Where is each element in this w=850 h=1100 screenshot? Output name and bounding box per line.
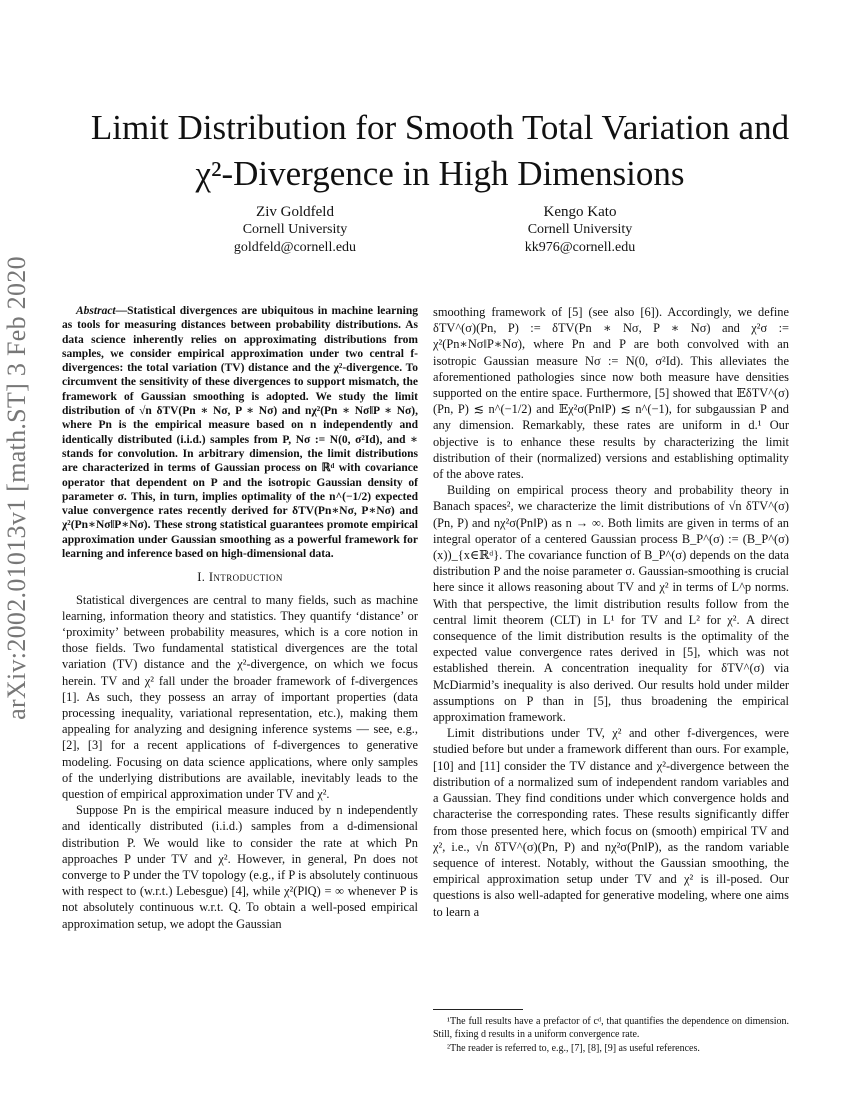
section-heading [62, 569, 418, 585]
abstract-lead: Abstract— [76, 305, 128, 317]
arxiv-identifier: arXiv:2002.01013v1 [math.ST] 3 Feb 2020 [2, 256, 31, 720]
author-block-1 [165, 203, 425, 257]
author-email: kk976@cornell.edu [524, 240, 636, 255]
author-block-2 [450, 203, 710, 257]
body-paragraph: smoothing framework of [5] (see also [6]). Accordingly, we define δTV^(σ)(Pn, P) := δTV(Pn ∗ Nσ, P ∗ Nσ) and χ²σ := χ²(Pn∗Nσ‖P∗Nσ), where Pn and P are both convolved with an isotropic Gaussian measure Nσ := N(0, σ²Id). This alleviates the aforementioned pathologies since now both measure have densities supported on the entire space. Furthermore, [5] showed that 𝔼δTV^(σ)(Pn, P) ≲ n^(−1/2) and 𝔼χ²σ(Pn‖P) ≲ n^(−1), for subgaussian P and any dimension. Remarkably, these rates are uniform in d.¹ Our objective is to enhance these results by characterizing the limit distribution of their (normalized) versions and establishing optimality of the above rates. [433, 305, 789, 482]
body-paragraph: Limit distributions under TV, χ² and other f-divergences, were studied before but under a framework different than ours. For example, [10] and [11] consider the TV distance and χ²-divergence between the distribution of a normalized sum of independent random variables and a Gaussian. They find conditions under which convergence holds and characterise the corresponding rates. These results significantly differ from those presented here, which focus on (smooth) empirical TV and χ², i.e., √n δTV^(σ)(Pn, P) and nχ²σ(Pn‖P), as the random variable sequence of interest. Notably, without the Gaussian smoothing, the empirical approximation setup under TV and χ² is ill-posed. Our questions is also well-adapted for generative modeling, where one aims to learn a [433, 726, 789, 919]
intro-paragraph: Suppose Pn is the empirical measure induced by n independently and identically distributed (i.i.d.) samples from a d-dimensional distribution P. We would like to consider the rate at which Pn approaches P under TV and χ². However, in general, Pn does not converge to P under the TV topology (e.g., if P is absolutely continuous with respect to (w.r.t.) Lebesgue) [4], while χ²(P‖Q) = ∞ whenever P is not absolutely continuous w.r.t. Q. To obtain a well-posed empirical approximation setup, we adopt the Gaussian [62, 803, 418, 931]
body-paragraph: Building on empirical process theory and probability theory in Banach spaces², we characterize the limit distributions of √n δTV^(σ)(Pn, P) and nχ²σ(Pn‖P) as n → ∞. Both limits are given in terms of an integral operator of a centered Gaussian process B_P^(σ) := (B_P^(σ)(x))_{x∈ℝᵈ}. The covariance function of B_P^(σ) depends on the data distribution P and the noise parameter σ. Gaussian-smoothing is crucial here since it allows reasoning about TV and χ² in terms of L^p norms. With that perspective, the limit distribution results follow from the central limit theorem (CLT) in L¹ for TV and L² for χ². A direct consequence of the limit distribution results is the optimality of the expected value convergence rates derived in [5], which was not established therein. A concentration inequality for δTV^(σ) via McDiarmid’s inequality is also derived. Our results hold under milder assumptions on P than in [5], thus broadening the empirical approximation framework. [433, 483, 789, 725]
section-number: I. [197, 570, 206, 585]
author-email: goldfeld@cornell.edu [233, 240, 357, 255]
abstract [62, 304, 418, 561]
author-affiliation: Cornell University [527, 222, 633, 237]
title-line-1: Limit Distribution for Smooth Total Variation and [90, 108, 790, 147]
footnotes [433, 1009, 789, 1058]
author-affiliation: Cornell University [242, 222, 348, 237]
left-column [62, 304, 418, 932]
footnote-2: ²The reader is referred to, e.g., [7], [8], [9] as useful references. [447, 1043, 700, 1054]
footnote-rule [433, 1009, 523, 1010]
abstract-body: Statistical divergences are ubiquitous in machine learning as tools for measuring distances between probability distributions. As data science inherently relies on approximating distributions from samples, we consider empirical approximation under two central f-divergences: the total variation (TV) distance and the χ²-divergence. To circumvent the sensitivity of these divergences to support mismatch, the framework of Gaussian smoothing is adopted. We study the limit distribution of √n δTV(Pn ∗ Nσ, P ∗ Nσ) and nχ²(Pn ∗ Nσ‖P ∗ Nσ), where Pn is the empirical measure based on n independently and identically distributed (i.i.d.) samples from P, Nσ := N(0, σ²Id), and ∗ stands for convolution. In arbitrary dimension, the limit distributions are characterized in terms of Gaussian process on ℝᵈ with covariance operator that dependent on P and the isotropic Gaussian density of parameter σ. This, in turn, implies optimality of the n^(−1/2) expected value convergence rates recently derived for δTV(Pn∗Nσ, P∗Nσ) and χ²(Pn∗Nσ‖P∗Nσ). These strong statistical guarantees promote empirical approximation under Gaussian smoothing as a powerful framework for learning and inference based on high-dimensional data. [62, 305, 418, 561]
author-name: Kengo Kato [543, 204, 617, 220]
paper-title [60, 105, 820, 197]
right-column [433, 304, 789, 920]
intro-paragraph: Statistical divergences are central to many fields, such as machine learning, information theory and statistics. They quantify ‘distance’ or ‘proximity’ between probability measures, which is a core notion in those fields. Two fundamental statistical divergences are the total variation (TV) distance and the χ²-divergence, on which we focus herein. TV and χ² fall under the broader framework of f-divergences [1]. As such, they possess an array of important properties (data processing inequality, variational representation, etc.), making them appealing for analyzing and designing inference systems — see, e.g., [2], [3] for a recent applications of f-divergences to generative modeling. Focusing on data science applications, where only samples of the underlying distributions are available, inevitably leads to the question of empirical approximation under TV and χ². [62, 592, 418, 801]
author-name: Ziv Goldfeld [256, 204, 334, 220]
section-title: Introduction [208, 570, 283, 585]
title-line-2: χ²-Divergence in High Dimensions [195, 154, 685, 193]
footnote-1: ¹The full results have a prefactor of cᵈ, that quantifies the dependence on dimension. Still, fixing d results in a uniform convergence rate. [433, 1016, 789, 1040]
